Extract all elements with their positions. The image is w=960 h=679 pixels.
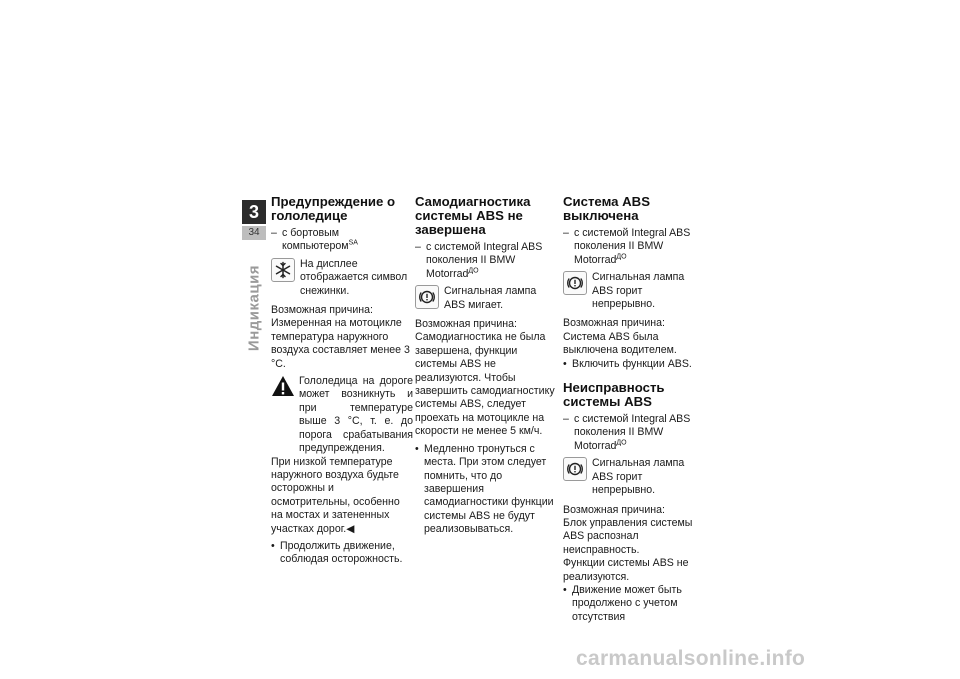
action-item bbox=[271, 540, 413, 567]
section-title-abs-fault: Неисправность системы ABS bbox=[563, 380, 665, 410]
indicator-description: На дисплее отображается символ снежинки. bbox=[300, 257, 408, 297]
action-item bbox=[563, 584, 705, 624]
option-note bbox=[415, 241, 557, 281]
snowflake-icon bbox=[271, 258, 295, 282]
column-abs-self-diagnosis bbox=[415, 195, 557, 541]
option-text: с системой Integral ABS поколения II BMW Motorrad$^{ДО}$ bbox=[426, 241, 543, 280]
option-note bbox=[563, 227, 705, 267]
warning-text: Гололедица на дороге может возникнуть и при температуре выше 3 °C, т. е. до порога срабатывания предупреждения. bbox=[299, 375, 413, 455]
action-item bbox=[415, 443, 557, 537]
option-text: с системой Integral ABS поколения II BMW Motorrad$^{ДО}$ bbox=[574, 413, 691, 452]
watermark: carmanualsonline.info bbox=[576, 647, 806, 670]
dash-mark: – bbox=[563, 227, 569, 239]
section-side-label: Индикация bbox=[245, 264, 263, 352]
indicator-row bbox=[415, 285, 557, 312]
action-text: Движение может быть продолжено с учетом отсутствия bbox=[572, 583, 682, 623]
indicator-description: Сигнальная лампа ABS горит непрерывно. bbox=[592, 457, 685, 497]
cause-text: Измеренная на мотоцикле температура наружного воздуха составляет менее 3 °C. bbox=[271, 317, 410, 370]
cause-text: Блок управления системы ABS распознал неисправность. bbox=[563, 516, 693, 556]
bullet-mark: • bbox=[563, 583, 567, 596]
cause-text-continued: Функции системы ABS не реализуются. bbox=[563, 557, 689, 583]
option-superscript: ДО bbox=[468, 267, 479, 275]
option-text: с бортовым компьютером$^{SA}$ bbox=[282, 227, 358, 253]
section-title-abs-self-diagnosis: Самодиагностика системы ABS не завершена bbox=[415, 194, 531, 237]
option-superscript: SA bbox=[348, 239, 358, 247]
section-title-abs-off: Система ABS выключена bbox=[563, 194, 651, 223]
option-note bbox=[271, 227, 413, 254]
cause-label: Возможная причина: bbox=[563, 503, 665, 516]
cause-text: Самодиагностика не была завершена, функции системы ABS не реализуются. Чтобы завершить самодиагностику системы ABS, следует проехать на мотоцикле на скорости не менее 5 км/ч. bbox=[415, 331, 555, 438]
dash-mark: – bbox=[563, 413, 569, 426]
cause-label: Возможная причина: bbox=[271, 304, 373, 317]
bullet-mark: • bbox=[563, 357, 567, 370]
indicator-row bbox=[271, 258, 413, 298]
section-title-ice-warning: Предупреждение о гололедице bbox=[271, 194, 396, 223]
action-item bbox=[563, 358, 705, 371]
indicator-row bbox=[563, 457, 705, 497]
chapter-tab: 3 bbox=[242, 200, 266, 224]
dash-mark: – bbox=[271, 227, 277, 239]
option-note bbox=[563, 413, 705, 453]
indicator-description: Сигнальная лампа ABS мигает. bbox=[444, 285, 537, 311]
bullet-mark: • bbox=[415, 442, 419, 455]
dash-mark: – bbox=[415, 241, 421, 253]
option-text: с системой Integral ABS поколения II BMW Motorrad$^{ДО}$ bbox=[574, 227, 691, 266]
warning-text-continued: При низкой температуре наружного воздуха будьте осторожны и осмотрительны, особенно на мостах и затененных участках дорог.◀ bbox=[271, 455, 400, 535]
action-text: Продолжить движение, соблюдая осторожность. bbox=[280, 539, 403, 566]
action-text: Медленно тронуться с места. При этом следует помнить, что до завершения самодиагностики функции системы ABS не будут реализовываться. bbox=[424, 442, 554, 536]
page-number: 34 bbox=[242, 226, 266, 240]
column-ice-warning bbox=[271, 195, 413, 571]
cause-text: Система ABS была выключена водителем. bbox=[563, 330, 677, 357]
warning-block bbox=[271, 375, 413, 455]
abs-warning-lamp-icon bbox=[415, 285, 439, 309]
indicator-row bbox=[563, 271, 705, 311]
option-superscript: ДО bbox=[616, 439, 627, 447]
option-superscript: ДО bbox=[616, 253, 627, 261]
warning-triangle-icon bbox=[271, 375, 295, 397]
column-abs-status bbox=[563, 195, 705, 628]
abs-warning-lamp-icon bbox=[563, 457, 587, 481]
cause-label: Возможная причина: bbox=[415, 318, 517, 331]
action-text: Включить функции ABS. bbox=[572, 357, 692, 370]
end-mark: ◀ bbox=[346, 522, 355, 535]
cause-label: Возможная причина: bbox=[563, 317, 665, 330]
bullet-mark: • bbox=[271, 539, 275, 552]
abs-warning-lamp-icon bbox=[563, 271, 587, 295]
indicator-description: Сигнальная лампа ABS горит непрерывно. bbox=[592, 271, 685, 311]
